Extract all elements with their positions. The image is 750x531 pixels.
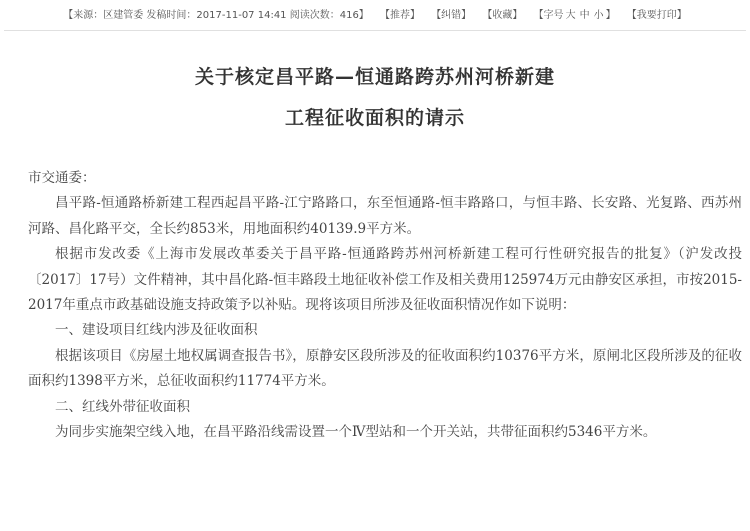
paragraph-project-overview: 昌平路-恒通路桥新建工程西起昌平路-江宁路路口，东至恒通路-恒丰路路口，与恒丰路、长安路、光复路、西苏州河路、昌化路平交，全长约853米，用地面积约40139.9平方米。 xyxy=(28,195,742,237)
document-title-line2: 工程征收面积的请示 xyxy=(284,107,465,129)
correct-link[interactable]: 【纠错】 xyxy=(431,10,472,21)
header-divider xyxy=(4,30,746,31)
font-size-small[interactable]: 小 xyxy=(593,10,604,21)
document-title-line1: 关于核定昌平路—恒通路跨苏州河桥新建 xyxy=(194,66,555,88)
font-size-label: 【字号 xyxy=(533,10,564,21)
document-body xyxy=(28,166,742,445)
paragraph-approval-basis: 根据市发改委《上海市发展改革委关于昌平路-恒通路跨苏州河桥新建工程可行性研究报告的批复》（沪发改投〔2017〕17号）文件精神，其中昌化路-恒丰路段土地征收补偿工作及相关费用125974万元由静安区承担，市按2015-2017年重点市政基础设施支持政策予以补贴。现将该项目所涉及征收面积情况作如下说明： xyxy=(28,246,742,314)
section-heading-2: 二、红线外带征收面积 xyxy=(55,398,190,415)
favorite-link[interactable]: 【收藏】 xyxy=(482,10,523,21)
paragraph-outside-redline-area: 为同步实施架空线入地，在昌平路沿线需设置一个Ⅳ型站和一个开关站，共带征面积约5346平方米。 xyxy=(55,424,657,441)
font-size-large[interactable]: 大 xyxy=(565,10,576,21)
salutation: 市交通委： xyxy=(28,170,96,186)
paragraph-redline-area: 根据该项目《房屋土地权属调查报告书》，原静安区段所涉及的征收面积约10376平方米，原闸北区段所涉及的征收面积约1398平方米，总征收面积约11774平方米。 xyxy=(28,347,742,390)
font-size-control xyxy=(534,10,616,21)
recommend-link[interactable]: 【推荐】 xyxy=(380,10,420,21)
font-size-close: 】 xyxy=(605,10,616,21)
print-link[interactable]: 【我要打印】 xyxy=(626,10,687,21)
source-info: 【来源：区建管委 发稿时间：2017-11-07 14:41 阅读次数：416】 xyxy=(63,10,369,21)
section-heading-1: 一、建设项目红线内涉及征收面积 xyxy=(55,322,258,339)
font-size-medium[interactable]: 中 xyxy=(579,10,590,21)
article-meta-bar xyxy=(0,6,750,21)
